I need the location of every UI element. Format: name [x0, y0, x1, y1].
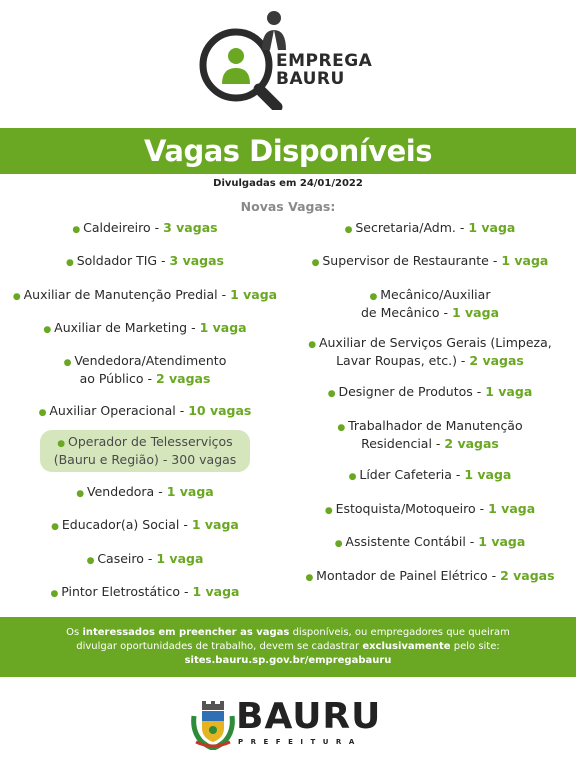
job-item: [284, 384, 576, 402]
job-item: [0, 584, 290, 602]
job-count: 1 vaga: [156, 551, 204, 566]
site-link[interactable]: sites.bauru.sp.gov.br/empregabauru: [184, 655, 392, 666]
bullet-icon: ●: [334, 539, 346, 549]
job-title: Auxiliar Operacional -: [49, 403, 189, 418]
footer-bold-text: interessados em preencher as vagas: [82, 627, 290, 638]
job-title: Educador(a) Social -: [61, 517, 192, 532]
job-count: 1 vaga: [478, 534, 526, 549]
bullet-icon: ●: [324, 506, 336, 516]
bullet-icon: ●: [50, 589, 62, 599]
job-count: 1 vaga: [199, 320, 247, 335]
job-title: Vendedora -: [87, 484, 167, 499]
job-title-cont: de Mecânico -: [361, 305, 452, 320]
bauru-wordmark: BAURU: [236, 696, 382, 737]
bullet-icon: ●: [57, 439, 69, 449]
job-item: [0, 353, 290, 387]
job-item: [284, 501, 576, 519]
bullet-icon: ●: [327, 389, 339, 399]
job-title: Operador de Telesserviços: [68, 434, 233, 449]
job-title: Auxiliar de Serviços Gerais (Limpeza,: [318, 335, 552, 350]
job-count: 1 vaga: [230, 287, 278, 302]
job-item: [284, 253, 576, 271]
job-count: 1 vaga: [485, 384, 533, 399]
info-footer: [0, 617, 576, 677]
job-title: Montador de Painel Elétrico -: [316, 568, 501, 583]
bullet-icon: ●: [344, 225, 356, 235]
job-count: 10 vagas: [188, 403, 252, 418]
job-item: [284, 568, 576, 586]
job-item: [0, 403, 290, 421]
job-item: [284, 287, 576, 321]
job-count: 3 vagas: [169, 253, 224, 268]
job-count: 1 vaga: [451, 305, 499, 320]
section-subtitle: Novas Vagas:: [240, 199, 336, 214]
highlighted-job-item: [0, 430, 290, 472]
job-title-cont: ao Público -: [79, 371, 156, 386]
job-item: [0, 517, 290, 535]
bullet-icon: ●: [43, 325, 55, 335]
job-item: [0, 484, 290, 502]
footer-text: pelo site:: [450, 641, 500, 652]
job-title: Auxiliar de Manutenção Predial -: [23, 287, 231, 302]
bullet-icon: ●: [348, 472, 360, 482]
job-title: Vendedora/Atendimento: [74, 353, 227, 368]
highlight-badge: [40, 430, 251, 472]
job-title-cont: Lavar Roupas, etc.) -: [336, 353, 470, 368]
job-title: Pintor Eletrostático -: [61, 584, 193, 599]
job-item: [284, 467, 576, 485]
bullet-icon: ●: [72, 225, 84, 235]
footer-line-2: [0, 640, 576, 654]
job-title-cont: (Bauru e Região) - 300 vagas: [53, 452, 237, 467]
job-item: [284, 220, 576, 238]
job-title: Líder Cafeteria -: [359, 467, 465, 482]
job-count: 1 vaga: [501, 253, 549, 268]
job-title: Soldador TIG -: [76, 253, 170, 268]
bullet-icon: ●: [369, 292, 381, 302]
footer-text: Os: [66, 627, 83, 638]
job-title: Caseiro -: [97, 551, 157, 566]
job-title: Trabalhador de Manutenção: [348, 418, 523, 433]
prefeitura-label: PREFEITURA: [238, 738, 362, 746]
bullet-icon: ●: [308, 340, 319, 350]
bullet-icon: ●: [66, 258, 77, 268]
job-title: Assistente Contábil -: [345, 534, 479, 549]
job-item: [0, 287, 290, 305]
job-item: [0, 220, 290, 238]
city-coat-of-arms-icon: [190, 698, 236, 750]
job-item: [284, 335, 576, 369]
title-banner: [0, 128, 576, 174]
job-count: 2 vagas: [444, 436, 499, 451]
bullet-icon: ●: [311, 258, 323, 268]
page-title: Vagas Disponíveis: [144, 134, 432, 168]
footer-line-1: [0, 626, 576, 640]
job-count: 2 vagas: [469, 353, 524, 368]
job-title-cont: Residencial -: [361, 436, 445, 451]
bullet-icon: ●: [12, 292, 24, 302]
publish-date: Divulgadas em 24/01/2022: [213, 178, 363, 189]
job-count: 3 vagas: [163, 220, 218, 235]
job-item: [284, 534, 576, 552]
job-count: 2 vagas: [500, 568, 555, 583]
brand-line-1: EMPREGA: [276, 51, 373, 71]
job-title: Auxiliar de Marketing -: [54, 320, 200, 335]
job-count: 1 vaga: [468, 220, 516, 235]
bullet-icon: ●: [305, 573, 317, 583]
job-item: [0, 253, 290, 271]
job-count: 1 vaga: [192, 584, 240, 599]
job-count: 1 vaga: [191, 517, 239, 532]
job-item: [0, 551, 290, 569]
job-title: Mecânico/Auxiliar: [380, 287, 491, 302]
brand-line-2: BAURU: [276, 69, 345, 89]
bullet-icon: ●: [38, 408, 50, 418]
job-item: [0, 320, 290, 338]
footer-url[interactable]: [0, 654, 576, 668]
job-title: Designer de Produtos -: [338, 384, 486, 399]
footer-text: divulgar oportunidades de trabalho, devem se cadastrar: [76, 641, 363, 652]
bullet-icon: ●: [86, 556, 98, 566]
footer-bold-text: exclusivamente: [362, 641, 451, 652]
job-count: 1 vaga: [464, 467, 512, 482]
bullet-icon: ●: [337, 423, 349, 433]
bullet-icon: ●: [63, 358, 75, 368]
job-title: Caldeireiro -: [83, 220, 164, 235]
job-count: 1 vaga: [488, 501, 536, 516]
job-count: 2 vagas: [155, 371, 211, 386]
job-count: 1 vaga: [166, 484, 214, 499]
bullet-icon: ●: [51, 522, 62, 532]
job-title: Secretaria/Adm. -: [355, 220, 469, 235]
brand-wordmark: [276, 52, 372, 88]
bullet-icon: ●: [76, 489, 88, 499]
job-title: Estoquista/Motoqueiro -: [335, 501, 489, 516]
job-title: Supervisor de Restaurante -: [322, 253, 502, 268]
footer-text: disponíveis, ou empregadores que queiram: [289, 627, 510, 638]
job-item: [284, 418, 576, 452]
